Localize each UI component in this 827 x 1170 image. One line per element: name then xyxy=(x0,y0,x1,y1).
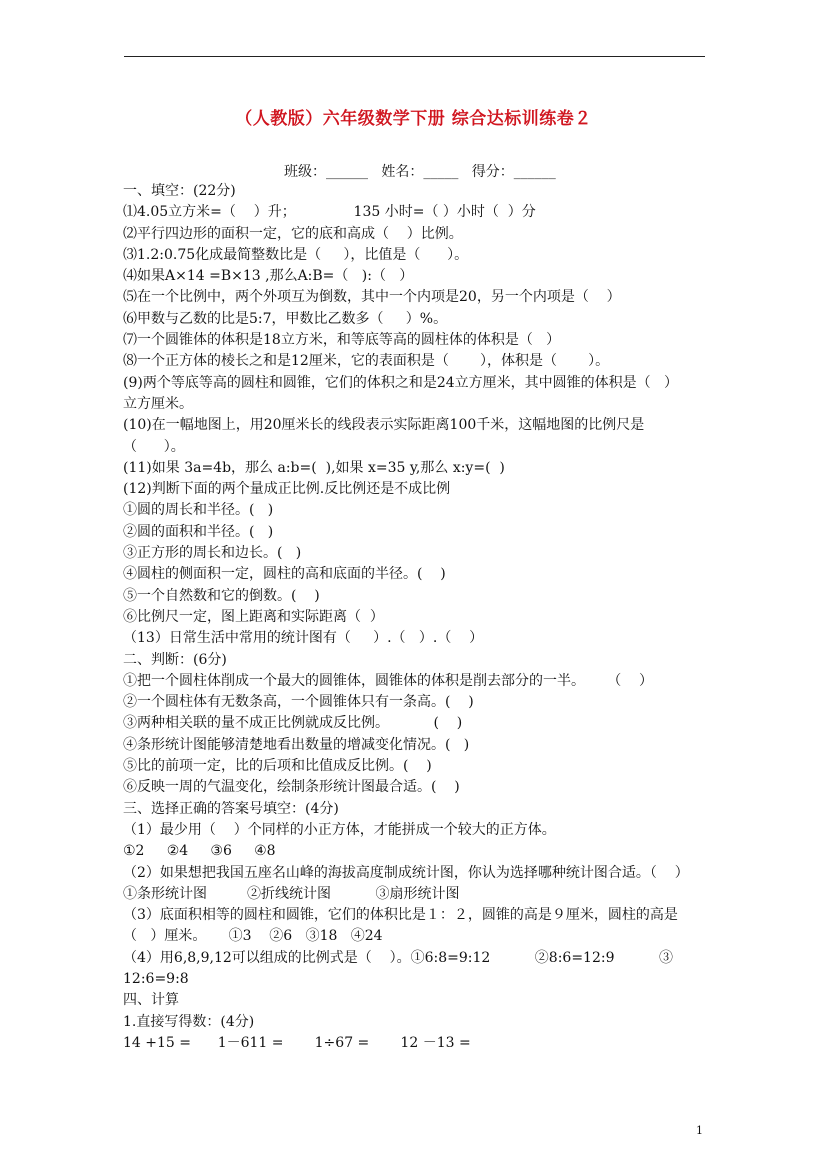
question-line: ⑶1.2:0.75化成最简整数比是（ ），比值是（ ）。 xyxy=(123,246,469,263)
question-line: ②圆的面积和半径。( ) xyxy=(123,523,274,540)
section-heading: 三、选择正确的答案号填空：(4分) xyxy=(123,800,339,817)
question-line: 14 +15 = 1－611 = 1÷67 = 12 －13 = xyxy=(123,1034,471,1051)
header-rule xyxy=(124,56,705,57)
question-line: ⑷如果A×14 =B×13 ,那么A:B=（ ):（ ） xyxy=(123,268,414,285)
question-line: (12)判断下面的两个量成正比例.反比例还是不成比例 xyxy=(123,481,451,498)
question-line: （1）最少用（ ）个同样的小正方体，才能拼成一个较大的正方体。 xyxy=(123,821,556,838)
question-line: （4）用6,8,9,12可以组成的比例式是（ ）。①6:8=9:12 ②8:6=12:9 ③ xyxy=(123,949,673,966)
question-line: ④条形统计图能够清楚地看出数量的增减变化情况。( ) xyxy=(123,736,470,753)
question-line: ⑺一个圆锥体的体积是18立方米，和等底等高的圆柱体的体积是（ ） xyxy=(123,332,561,349)
question-line: (10)在一幅地图上，用20厘米长的线段表示实际距离100千米，这幅地图的比例尺是 xyxy=(123,417,645,434)
question-line: 12:6=9:8 xyxy=(123,970,189,987)
document-title: （人教版）六年级数学下册 综合达标训练卷２ xyxy=(235,109,592,129)
question-line: ⑥比例尺一定，图上距离和实际距离（ ） xyxy=(123,608,384,625)
question-line: （ ）。 xyxy=(123,438,185,455)
question-line: ①2 ②4 ③6 ④8 xyxy=(123,843,276,860)
question-line: ③两种相关联的量不成正比例就成反比例。 ( ) xyxy=(123,715,463,732)
question-line: (11)如果 3a=4b，那么 a:b=( ),如果 x=35 y,那么 x:y=( ) xyxy=(123,459,505,476)
question-line: ⑴4.05立方米=（ ）升； 135 小时=（ ）小时（ ）分 xyxy=(123,204,536,221)
question-line: （2）如果想把我国五座名山峰的海拔高度制成统计图，你认为选择哪种统计图合适。（ ） xyxy=(123,864,689,881)
question-line: ③正方形的周长和边长。( ) xyxy=(123,545,302,562)
question-line: ⑤一个自然数和它的倒数。( ) xyxy=(123,587,320,604)
student-info-line: 班级：______ 姓名：_____ 得分：______ xyxy=(284,164,556,180)
question-line: ⑻一个正方体的棱长之和是12厘米，它的表面积是（ ），体积是（ ）。 xyxy=(123,353,610,370)
section-heading: 四、计算 xyxy=(123,992,179,1009)
question-line: ⑸在一个比例中，两个外项互为倒数，其中一个内项是20，另一个内项是（ ） xyxy=(123,289,621,306)
section-heading: 二、判断：(6分) xyxy=(123,651,227,668)
question-line: ①圆的周长和半径。( ) xyxy=(123,502,274,519)
question-line: ④圆柱的侧面积一定，圆柱的高和底面的半径。( ) xyxy=(123,566,446,583)
question-line: 1.直接写得数：(4分) xyxy=(123,1013,255,1030)
question-line: （3）底面积相等的圆柱和圆锥，它们的体积比是１：２，圆锥的高是９厘米，圆柱的高是 xyxy=(123,907,678,924)
question-line: ②一个圆柱体有无数条高，一个圆锥体只有一条高。( ) xyxy=(123,694,474,711)
question-line: ⑥反映一周的气温变化，绘制条形统计图最合适。( ) xyxy=(123,779,460,796)
section-heading: 一、填空：(22分) xyxy=(123,183,236,199)
question-line: ⑤比的前项一定，比的后项和比值成反比例。( ) xyxy=(123,758,432,775)
question-line: （13）日常生活中常用的统计图有（ ）.（ ）.（ ） xyxy=(123,630,484,647)
question-line: （ ）厘米。 ①3 ②6 ③18 ④24 xyxy=(123,928,383,945)
question-line: ①条形统计图 ②折线统计图 ③扇形统计图 xyxy=(123,885,460,902)
question-line: ①把一个圆柱体削成一个最大的圆锥体，圆锥体的体积是削去部分的一半。 （ ） xyxy=(123,672,654,689)
question-line: 立方厘米。 xyxy=(123,395,193,412)
page-number: 1 xyxy=(696,1124,703,1137)
question-line: ⑵平行四边形的面积一定，它的底和高成（ ）比例。 xyxy=(123,225,463,242)
document-body xyxy=(123,181,713,1054)
question-line: ⑹甲数与乙数的比是5:7，甲数比乙数多（ ）%。 xyxy=(123,310,448,327)
question-line: (9)两个等底等高的圆柱和圆锥，它们的体积之和是24立方厘米，其中圆锥的体积是（ ） xyxy=(123,374,678,391)
